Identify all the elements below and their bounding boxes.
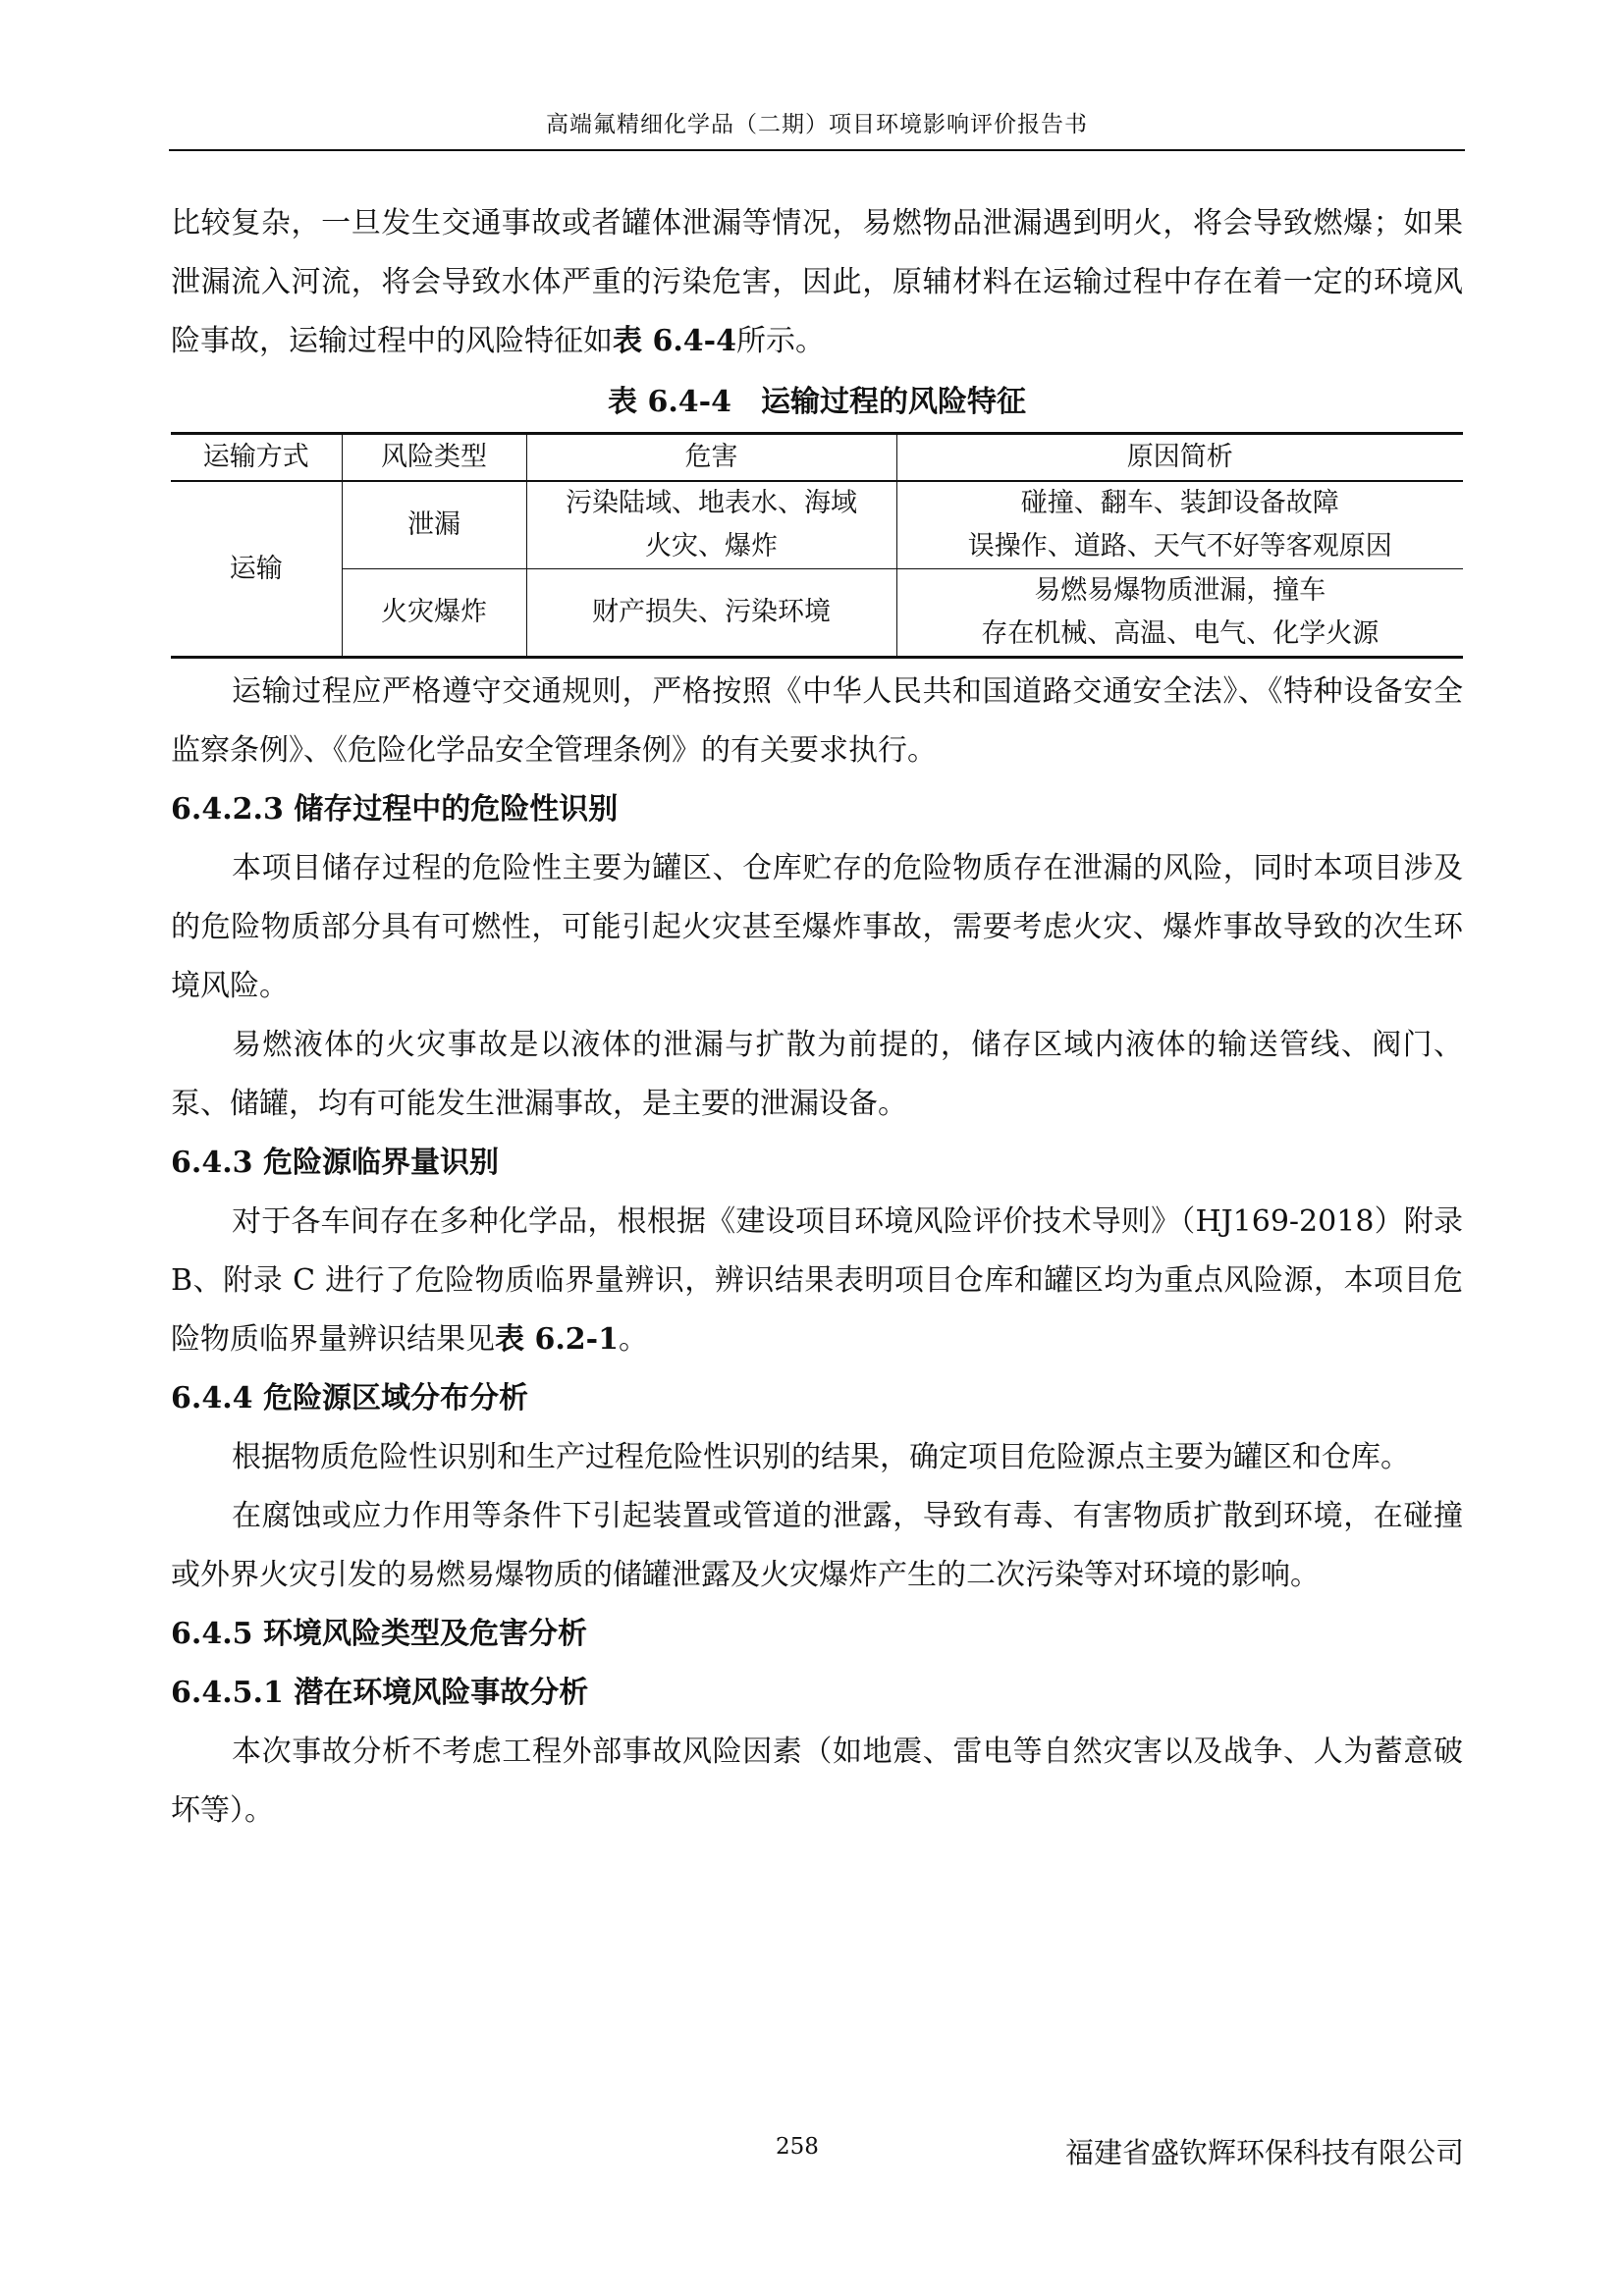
threshold-tail: 。 (618, 1322, 648, 1357)
accident-analysis-paragraph: 本次事故分析不考虑工程外部事故风险因素（如地震、雷电等自然灾害以及战争、人为蓄意破坏等）。 (171, 1735, 1463, 1828)
hazard-line: 污染陆域、地表水、海域 (566, 488, 857, 518)
threshold-paragraph (171, 1193, 1463, 1369)
corrosion-leak-paragraph: 在腐蚀或应力作用等条件下引起装置或管道的泄露，导致有毒、有害物质扩散到环境，在碰撞或外界火灾引发的易燃易爆物质的储罐泄露及火灾爆炸产生的二次污染等对环境的影响。 (171, 1499, 1463, 1592)
table-header-row (171, 434, 1463, 482)
intro-tail: 所示。 (735, 324, 825, 358)
header-cell-type: 风险类型 (342, 434, 526, 482)
hazard-line: 火灾、爆炸 (645, 531, 778, 561)
section-heading-6-4-2-3: 6.4.2.3 储存过程中的危险性识别 (171, 792, 619, 827)
page-number: 258 (776, 2134, 819, 2160)
cause-cell (896, 569, 1463, 658)
running-header: 高端氟精细化学品（二期）项目环境影响评价报告书 (546, 112, 1088, 137)
risk-type-cell: 泄漏 (342, 481, 526, 569)
storage-hazard-paragraph: 本项目储存过程的危险性主要为罐区、仓库贮存的危险物质存在泄漏的风险，同时本项目涉及的危险物质部分具有可燃性，可能引起火灾甚至爆炸事故，需要考虑火灾、爆炸事故导致的次生环境风险。 (171, 851, 1463, 1003)
threshold-text: 对于各车间存在多种化学品，根根据《建设项目环境风险评价技术导则》（HJ169-2018）附录 B、附录 C 进行了危险物质临界量辨识，辨识结果表明项目仓库和罐区均为重点风险源，本项目危险物质临界量辨识结果见 (171, 1204, 1463, 1357)
transport-rules-paragraph: 运输过程应严格遵守交通规则，严格按照《中华人民共和国道路交通安全法》、《特种设备安全监察条例》、《危险化学品安全管理条例》的有关要求执行。 (171, 674, 1463, 768)
section-heading-6-4-4: 6.4.4 危险源区域分布分析 (171, 1381, 528, 1415)
page-content (171, 194, 1463, 1841)
hazard-source-paragraph: 根据物质危险性识别和生产过程危险性识别的结果，确定项目危险源点主要为罐区和仓库。 (232, 1440, 1410, 1474)
intro-text: 比较复杂，一旦发生交通事故或者罐体泄漏等情况，易燃物品泄漏遇到明火，将会导致燃爆；如果泄漏流入河流，将会导致水体严重的污染危害，因此，原辅材料在运输过程中存在着一定的环境风险事故，运输过程中的风险特征如 (171, 206, 1463, 358)
header-cell-mode: 运输方式 (171, 434, 342, 482)
table-reference: 表 6.2-1 (495, 1322, 619, 1357)
table-row (171, 481, 1463, 569)
hazard-cell (526, 569, 896, 658)
table-row (171, 569, 1463, 658)
hazard-line: 财产损失、污染环境 (592, 597, 831, 627)
hazard-cell (526, 481, 896, 569)
section-heading-6-4-5-1: 6.4.5.1 潜在环境风险事故分析 (171, 1676, 589, 1710)
table-caption: 表 6.4-4 运输过程的风险特征 (608, 385, 1026, 419)
section-heading-6-4-3: 6.4.3 危险源临界量识别 (171, 1146, 499, 1180)
intro-paragraph (171, 194, 1463, 371)
cause-line: 误操作、道路、天气不好等客观原因 (967, 531, 1392, 561)
risk-type-cell: 火灾爆炸 (342, 569, 526, 658)
cause-line: 易燃易爆物质泄漏，撞车 (1034, 575, 1326, 606)
footer-company: 福建省盛钦辉环保科技有限公司 (1064, 2136, 1464, 2169)
cause-line: 碰撞、翻车、装卸设备故障 (1020, 488, 1339, 518)
flammable-liquid-paragraph: 易燃液体的火灾事故是以液体的泄漏与扩散为前提的，储存区域内液体的输送管线、阀门、泵、储罐，均有可能发生泄漏事故，是主要的泄漏设备。 (171, 1028, 1463, 1121)
header-rule (169, 149, 1465, 151)
header-cell-hazard: 危害 (526, 434, 896, 482)
transport-risk-table (171, 432, 1463, 659)
cause-line: 存在机械、高温、电气、化学火源 (981, 618, 1380, 649)
transport-mode-cell: 运输 (171, 481, 342, 658)
cause-cell (896, 481, 1463, 569)
table-reference: 表 6.4-4 (613, 324, 736, 358)
section-heading-6-4-5: 6.4.5 环境风险类型及危害分析 (171, 1617, 587, 1651)
header-cell-cause: 原因简析 (896, 434, 1463, 482)
